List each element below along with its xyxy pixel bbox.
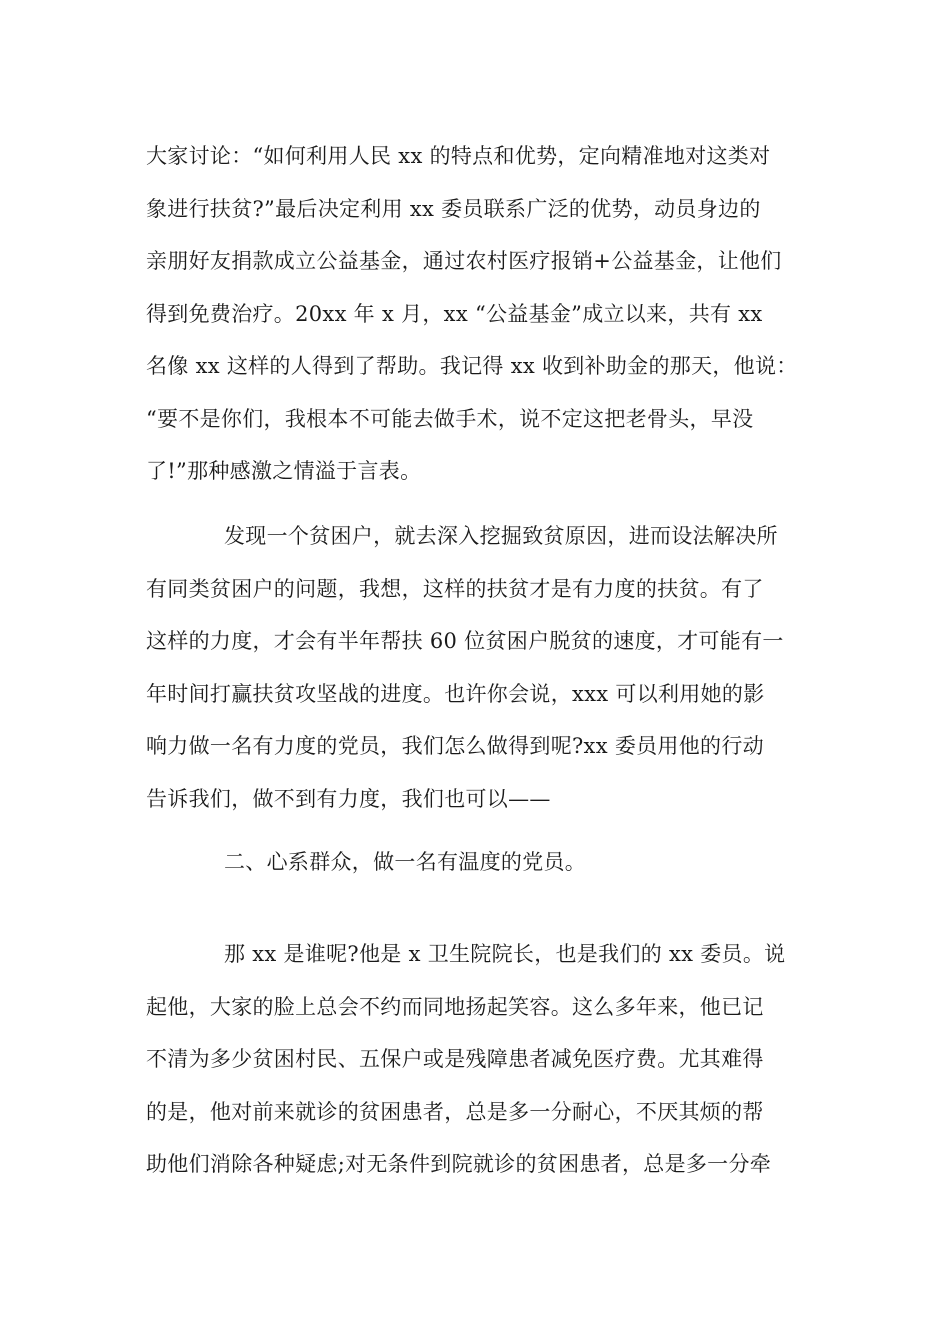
text-line: 响力做一名有力度的党员，我们怎么做得到呢?xx 委员用他的行动	[146, 734, 764, 758]
section-heading-text: 二、心系群众，做一名有温度的党员。	[224, 850, 587, 874]
text-line: 这样的力度，才会有半年帮扶 60 位贫困户脱贫的速度，才可能有一	[146, 629, 784, 653]
paragraph-fund-discussion	[146, 130, 808, 498]
text-line: 大家讨论：“如何利用人民 xx 的特点和优势，定向精准地对这类对	[146, 144, 771, 168]
text-line: 不清为多少贫困村民、五保户或是残障患者减免医疗费。尤其难得	[146, 1047, 764, 1071]
text-line: 起他，大家的脸上总会不约而同地扬起笑容。这么多年来，他已记	[146, 994, 764, 1019]
text-line: 告诉我们，做不到有力度，我们也可以——	[146, 786, 551, 811]
text-line: 得到免费治疗。20xx 年 x 月，xx “公益基金”成立以来，共有 xx	[146, 301, 763, 326]
text-line: 有同类贫困户的问题，我想，这样的扶贫才是有力度的扶贫。有了	[146, 576, 764, 601]
section-heading	[146, 836, 808, 889]
text-line: 象进行扶贫?”最后决定利用 xx 委员联系广泛的优势，动员身边的	[146, 196, 761, 221]
text-line: 亲朋好友捐款成立公益基金，通过农村医疗报销+公益基金，让他们	[146, 249, 782, 273]
text-line: 助他们消除各种疑虑;对无条件到院就诊的贫困患者，总是多一分牵	[146, 1152, 772, 1176]
text-line: 发现一个贫困户，就去深入挖掘致贫原因，进而设法解决所	[224, 524, 778, 548]
text-line: 年时间打赢扶贫攻坚战的进度。也许你会说，xxx 可以利用她的影	[146, 681, 765, 706]
text-line: 了!”那种感激之情溢于言表。	[146, 459, 422, 483]
text-line: 的是，他对前来就诊的贫困患者，总是多一分耐心，不厌其烦的帮	[146, 1099, 764, 1124]
text-line: “要不是你们，我根本不可能去做手术，说不定这把老骨头，早没	[146, 406, 754, 431]
paragraph-hospital-director	[146, 928, 808, 1191]
text-line: 名像 xx 这样的人得到了帮助。我记得 xx 收到补助金的那天，他说：	[146, 354, 798, 378]
text-line: 那 xx 是谁呢?他是 x 卫生院院长，也是我们的 xx 委员。说	[224, 942, 786, 966]
paragraph-poverty-strength	[146, 510, 808, 825]
